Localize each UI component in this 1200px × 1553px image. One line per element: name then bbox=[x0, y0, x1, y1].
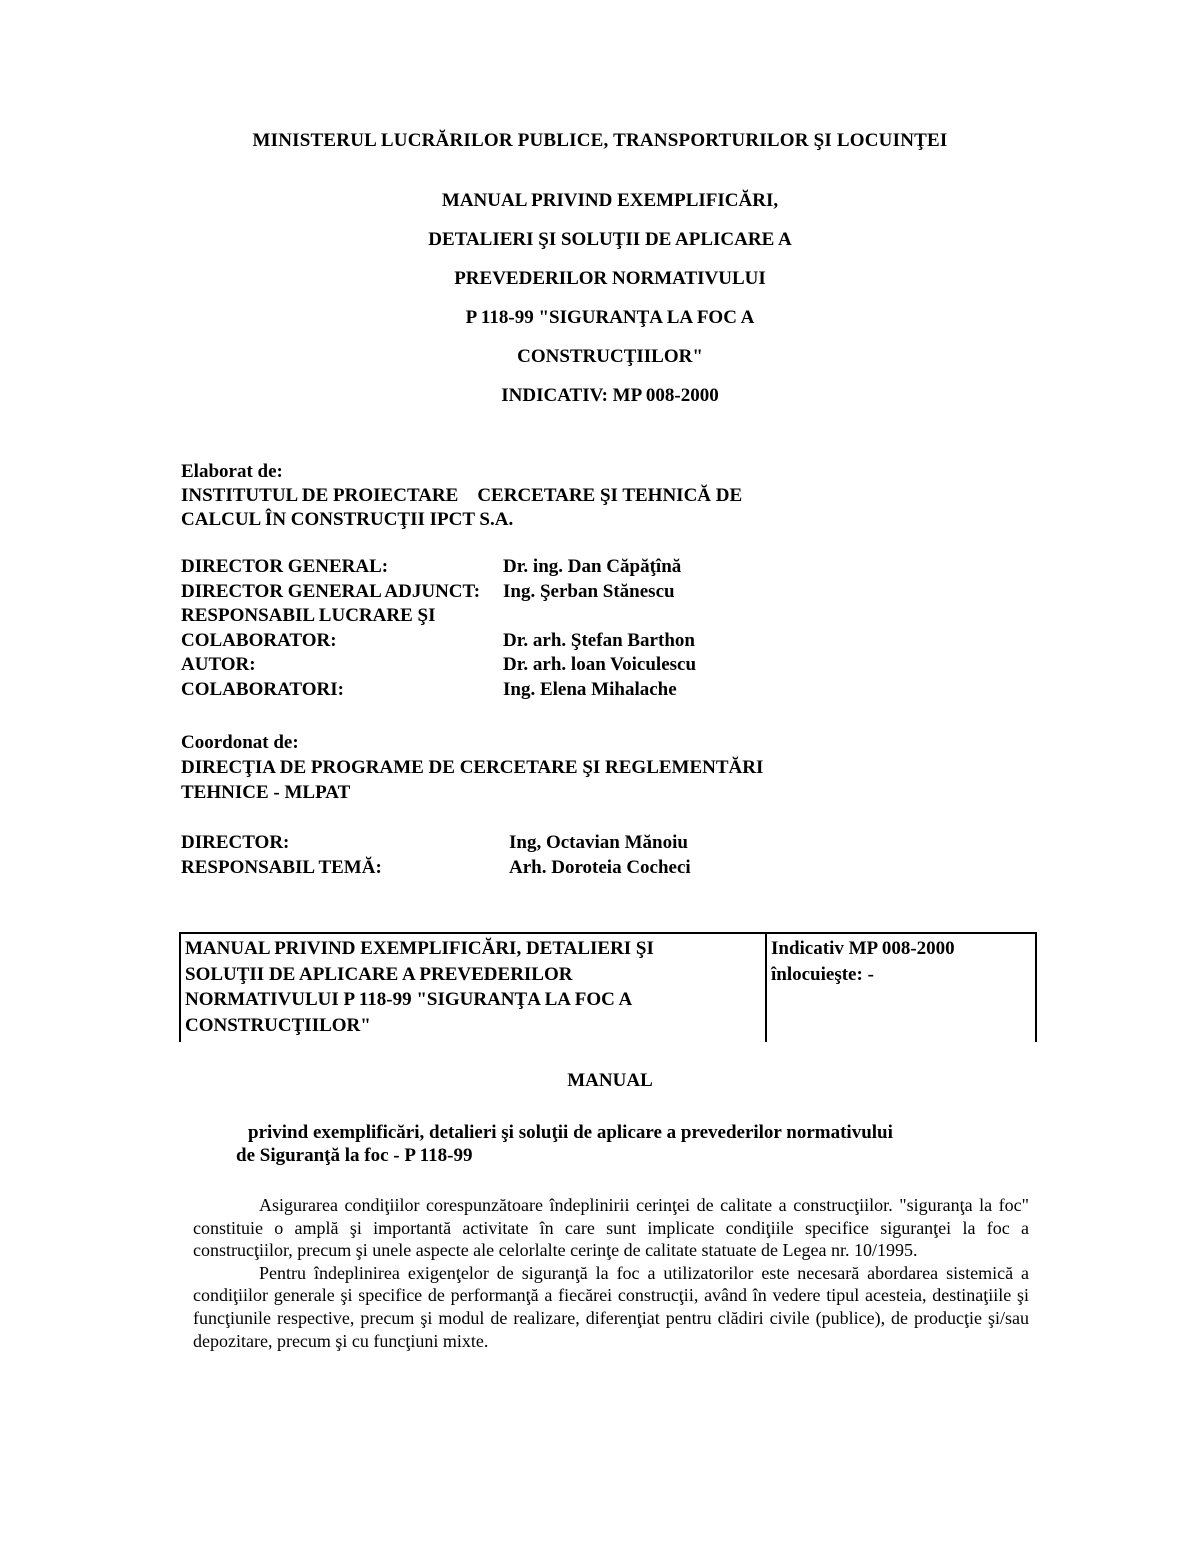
box-divider bbox=[765, 934, 767, 1042]
manual-heading: MANUAL bbox=[567, 1070, 653, 1091]
credit-role: COLABORATORI: bbox=[181, 678, 344, 700]
manual-title-block bbox=[0, 186, 1200, 420]
title-line: MANUAL PRIVIND EXEMPLIFICĂRI, bbox=[441, 190, 779, 211]
manual-subtitle: de Siguranţă la foc - P 118-99 bbox=[236, 1145, 473, 1166]
credit-role: AUTOR: bbox=[181, 654, 256, 675]
document-header-box bbox=[179, 932, 1037, 1042]
box-title-line: CONSTRUCŢIILOR" bbox=[185, 1014, 371, 1036]
title-line: CONSTRUCŢIILOR" bbox=[517, 346, 703, 367]
coord-row bbox=[181, 831, 691, 856]
institute-line: CALCUL ÎN CONSTRUCŢII IPCT S.A. bbox=[181, 509, 514, 530]
credit-role: COLABORATOR: bbox=[181, 629, 337, 651]
manual-subtitle: privind exemplificări, detalieri şi soluţii de aplicare a prevederilor normativului bbox=[248, 1122, 893, 1143]
coord-name: Arh. Doroteia Cocheci bbox=[509, 856, 691, 878]
credit-name: Dr. arh. Ştefan Barthon bbox=[503, 629, 695, 651]
box-indicativ bbox=[771, 936, 955, 988]
title-line: DETALIERI ŞI SOLUŢII DE APLICARE A bbox=[428, 229, 792, 250]
coord-row bbox=[181, 856, 691, 881]
coordonat-label: Coordonat de: bbox=[181, 732, 299, 753]
inlocuieste-value: înlocuieşte: - bbox=[771, 964, 874, 985]
credits-list bbox=[181, 555, 696, 702]
credit-row bbox=[181, 580, 696, 605]
body-paragraph: Asigurarea condiţiilor corespunzătoare îndeplinirii cerinţei de calitate a construcţiilor. "siguranţa la foc" constituie o amplă şi importantă activitate în care sunt implicate condiţiile specifice siguranţei la foc a construcţiilor, precum şi unele aspecte ale celorlalte cerinţe de calitate statuate de Legea nr. 10/1995. bbox=[193, 1195, 1029, 1261]
box-title bbox=[185, 936, 763, 1038]
credit-role: DIRECTOR GENERAL: bbox=[181, 556, 389, 577]
credit-row bbox=[181, 604, 696, 629]
elaborat-label: Elaborat de: bbox=[181, 461, 283, 482]
coordination-list bbox=[181, 831, 691, 880]
credit-row bbox=[181, 629, 696, 654]
credit-name: Dr. arh. loan Voiculescu bbox=[503, 654, 697, 675]
body-text bbox=[193, 1194, 1029, 1352]
credit-role: RESPONSABIL LUCRARE ŞI bbox=[181, 605, 436, 626]
credit-name: Ing. Elena Mihalache bbox=[503, 678, 677, 700]
box-title-line: NORMATIVULUI P 118-99 "SIGURANŢA LA FOC A bbox=[185, 989, 633, 1010]
box-title-line: SOLUŢII DE APLICARE A PREVEDERILOR bbox=[185, 963, 573, 985]
coord-role: RESPONSABIL TEMĂ: bbox=[181, 856, 382, 878]
coord-name: Ing, Octavian Mănoiu bbox=[509, 832, 688, 853]
title-line: PREVEDERILOR NORMATIVULUI bbox=[454, 268, 766, 289]
body-paragraph: Pentru îndeplinirea exigenţelor de siguranţă la foc a utilizatorilor este necesară abordarea sistemică a condiţiilor generale şi specifice de performanţă a fiecărei construcţii, având în vedere tipul acesteia, destinaţiile şi funcţiunile respective, precum şi modul de realizare, diferenţiat pentru clădiri civile (publice), de producţie şi/sau depozitare, precum şi cu funcţiuni mixte. bbox=[193, 1262, 1029, 1351]
coord-role: DIRECTOR: bbox=[181, 832, 290, 853]
credit-role: DIRECTOR GENERAL ADJUNCT: bbox=[181, 580, 481, 602]
credit-row bbox=[181, 555, 696, 580]
box-title-line: MANUAL PRIVIND EXEMPLIFICĂRI, DETALIERI ŞI bbox=[185, 938, 654, 959]
credit-name: Ing. Şerban Stănescu bbox=[503, 580, 675, 602]
credit-name: Dr. ing. Dan Căpăţînă bbox=[503, 556, 682, 577]
indicativ-line: INDICATIV: MP 008-2000 bbox=[501, 385, 719, 406]
credit-row bbox=[181, 653, 696, 678]
department-line: DIRECŢIA DE PROGRAME DE CERCETARE ŞI REGLEMENTĂRI bbox=[181, 757, 764, 778]
indicativ-value: Indicativ MP 008-2000 bbox=[771, 938, 955, 959]
institute-line: INSTITUTUL DE PROIECTARE CERCETARE ŞI TEHNICĂ DE bbox=[181, 485, 743, 506]
credit-row bbox=[181, 678, 696, 703]
ministry-heading: MINISTERUL LUCRĂRILOR PUBLICE, TRANSPORTURILOR ŞI LOCUINŢEI bbox=[252, 130, 948, 151]
title-line: P 118-99 "SIGURANŢA LA FOC A bbox=[465, 307, 755, 328]
department-line: TEHNICE - MLPAT bbox=[181, 782, 351, 803]
